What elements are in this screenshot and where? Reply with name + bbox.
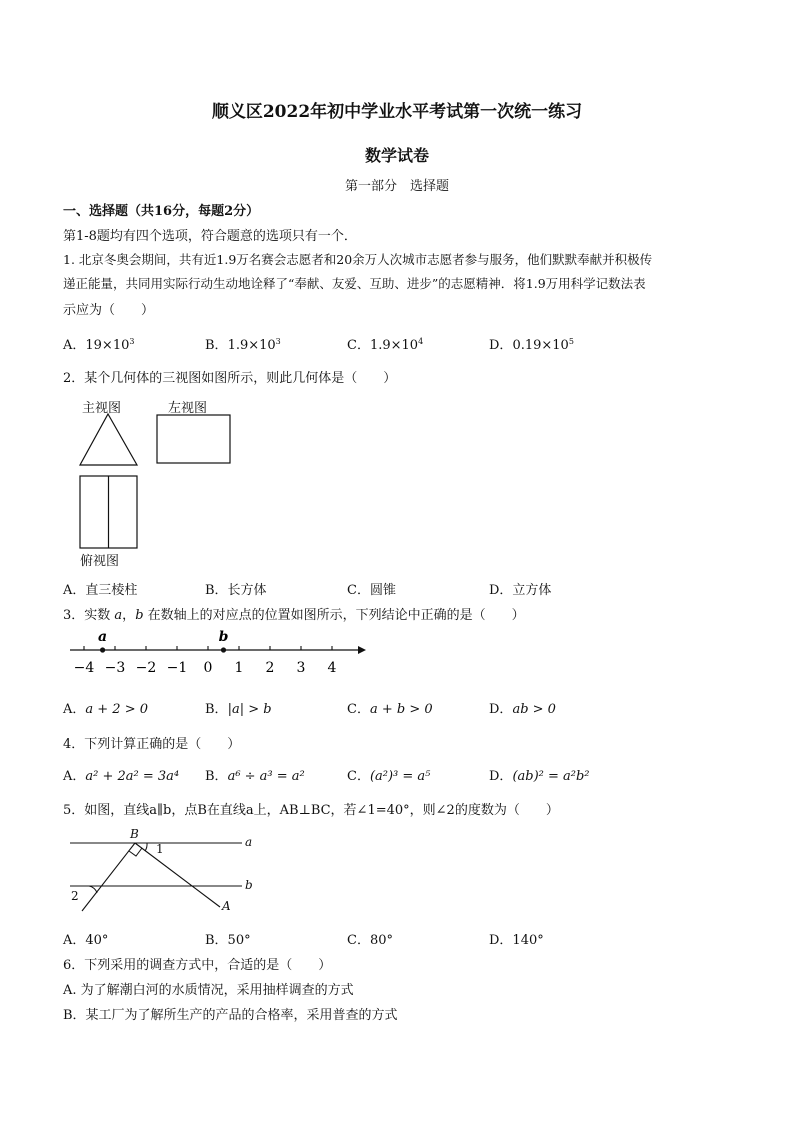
label-line-a: a bbox=[245, 835, 253, 849]
segment-ba bbox=[135, 843, 220, 907]
axis-tick-label: 3 bbox=[296, 660, 306, 676]
axis-tick-label: 0 bbox=[203, 660, 213, 676]
page-title: 顺义区2022年初中学业水平考试第一次统一练习 bbox=[211, 102, 583, 122]
segment-bc bbox=[82, 843, 135, 911]
q1-option-d[interactable]: D．$0.19\times 10^5$ bbox=[489, 337, 574, 353]
right-angle-mark bbox=[129, 848, 142, 856]
left-view-rectangle bbox=[157, 415, 230, 463]
q3-option-c[interactable]: C．a + b > 0 bbox=[347, 702, 433, 717]
q2-option-b[interactable]: B．长方体 bbox=[205, 583, 267, 598]
q2-stem: 2．某个几何体的三视图如图所示，则此几何体是（ ） bbox=[63, 371, 397, 386]
q1-line1: 1. 北京冬奥会期间，共有近1.9万名赛会志愿者和20余万人次城市志愿者参与服务，他们默默奉献并积极传 bbox=[63, 252, 653, 267]
number-line bbox=[60, 622, 370, 678]
axis-tick-label: −3 bbox=[104, 660, 126, 676]
label-angle-1: 1 bbox=[156, 842, 164, 856]
q5-option-b[interactable]: B．50° bbox=[205, 933, 251, 948]
q5-option-d[interactable]: D．140° bbox=[489, 933, 544, 948]
section-heading: 一、选择题（共16分，每题2分） bbox=[63, 204, 260, 219]
parallel-lines-figure bbox=[60, 825, 270, 920]
axis-tick-label: −2 bbox=[135, 660, 157, 676]
axis-arrow bbox=[358, 646, 366, 654]
q3-option-d[interactable]: D．ab > 0 bbox=[489, 702, 556, 717]
q6-stem: 6．下列采用的调查方式中，合适的是（ ） bbox=[63, 958, 332, 973]
page-subtitle: 数学试卷 bbox=[364, 146, 429, 165]
q1-line3: 示应为（ ） bbox=[63, 303, 155, 318]
q4-option-b[interactable]: B．a⁶ ÷ a³ = a² bbox=[205, 769, 305, 784]
axis-tick-label: 4 bbox=[327, 660, 337, 676]
q2-option-c[interactable]: C．圆锥 bbox=[347, 583, 396, 598]
label-point-a: A bbox=[222, 899, 231, 913]
q6-option-a[interactable]: A. 为了解潮白河的水质情况，采用抽样调查的方式 bbox=[63, 983, 354, 998]
q4-option-c[interactable]: C．(a²)³ = a⁵ bbox=[347, 769, 431, 784]
label-line-b: b bbox=[245, 878, 253, 892]
three-view-figure bbox=[75, 412, 240, 552]
q1-line2: 递正能量，共同用实际行动生动地诠释了“奉献、友爱、互助、进步”的志愿精神．将1.9万用科学记数法表 bbox=[63, 276, 646, 291]
axis-tick-label: −1 bbox=[166, 660, 188, 676]
label-point-b: B bbox=[130, 827, 139, 841]
q6-option-b[interactable]: B．某工厂为了解所生产的产品的合格率，采用普查的方式 bbox=[63, 1008, 398, 1023]
q3-option-a[interactable]: A．a + 2 > 0 bbox=[63, 702, 148, 717]
axis-tick-label: −4 bbox=[73, 660, 95, 676]
q3-option-b[interactable]: B．|a| > b bbox=[205, 702, 272, 717]
q2-option-d[interactable]: D．立方体 bbox=[489, 583, 552, 598]
q2-option-a[interactable]: A．直三棱柱 bbox=[63, 583, 138, 598]
axis-tick-label: 1 bbox=[234, 660, 244, 676]
q1-option-c[interactable]: C．$1.9\times 10^4$ bbox=[347, 337, 424, 353]
left-view-label: 左视图 bbox=[168, 401, 208, 416]
q1-option-b[interactable]: B．$1.9\times 10^3$ bbox=[205, 337, 281, 353]
point-b bbox=[221, 647, 226, 652]
front-view-label: 主视图 bbox=[82, 401, 122, 416]
part-heading: 第一部分 选择题 bbox=[344, 179, 449, 194]
point-label-a: a bbox=[98, 629, 108, 645]
q5-option-c[interactable]: C．80° bbox=[347, 933, 393, 948]
point-a bbox=[100, 647, 105, 652]
q4-stem: 4．下列计算正确的是（ ） bbox=[63, 737, 241, 752]
top-view-label: 俯视图 bbox=[80, 554, 120, 569]
q5-stem: 5．如图，直线a∥b，点B在直线a上，AB⊥BC，若∠1=40°，则∠2的度数为（ ） bbox=[63, 803, 559, 818]
front-view-triangle bbox=[80, 414, 137, 465]
q4-option-d[interactable]: D．(ab)² = a²b² bbox=[489, 769, 590, 784]
q4-option-a[interactable]: A．a² + 2a² = 3a⁴ bbox=[63, 769, 180, 784]
axis-tick-label: 2 bbox=[265, 660, 275, 676]
label-angle-2: 2 bbox=[71, 889, 79, 903]
angle-1-arc bbox=[145, 843, 147, 851]
angle-2-arc bbox=[89, 886, 97, 893]
q1-option-a[interactable]: A．$19\times 10^3$ bbox=[63, 337, 135, 353]
point-label-b: b bbox=[218, 629, 229, 645]
section-instruction: 第1-8题均有四个选项，符合题意的选项只有一个． bbox=[63, 229, 357, 244]
q3-stem: 3．实数 a，b 在数轴上的对应点的位置如图所示，下列结论中正确的是（ ） bbox=[63, 608, 525, 623]
q5-option-a[interactable]: A．40° bbox=[63, 933, 109, 948]
